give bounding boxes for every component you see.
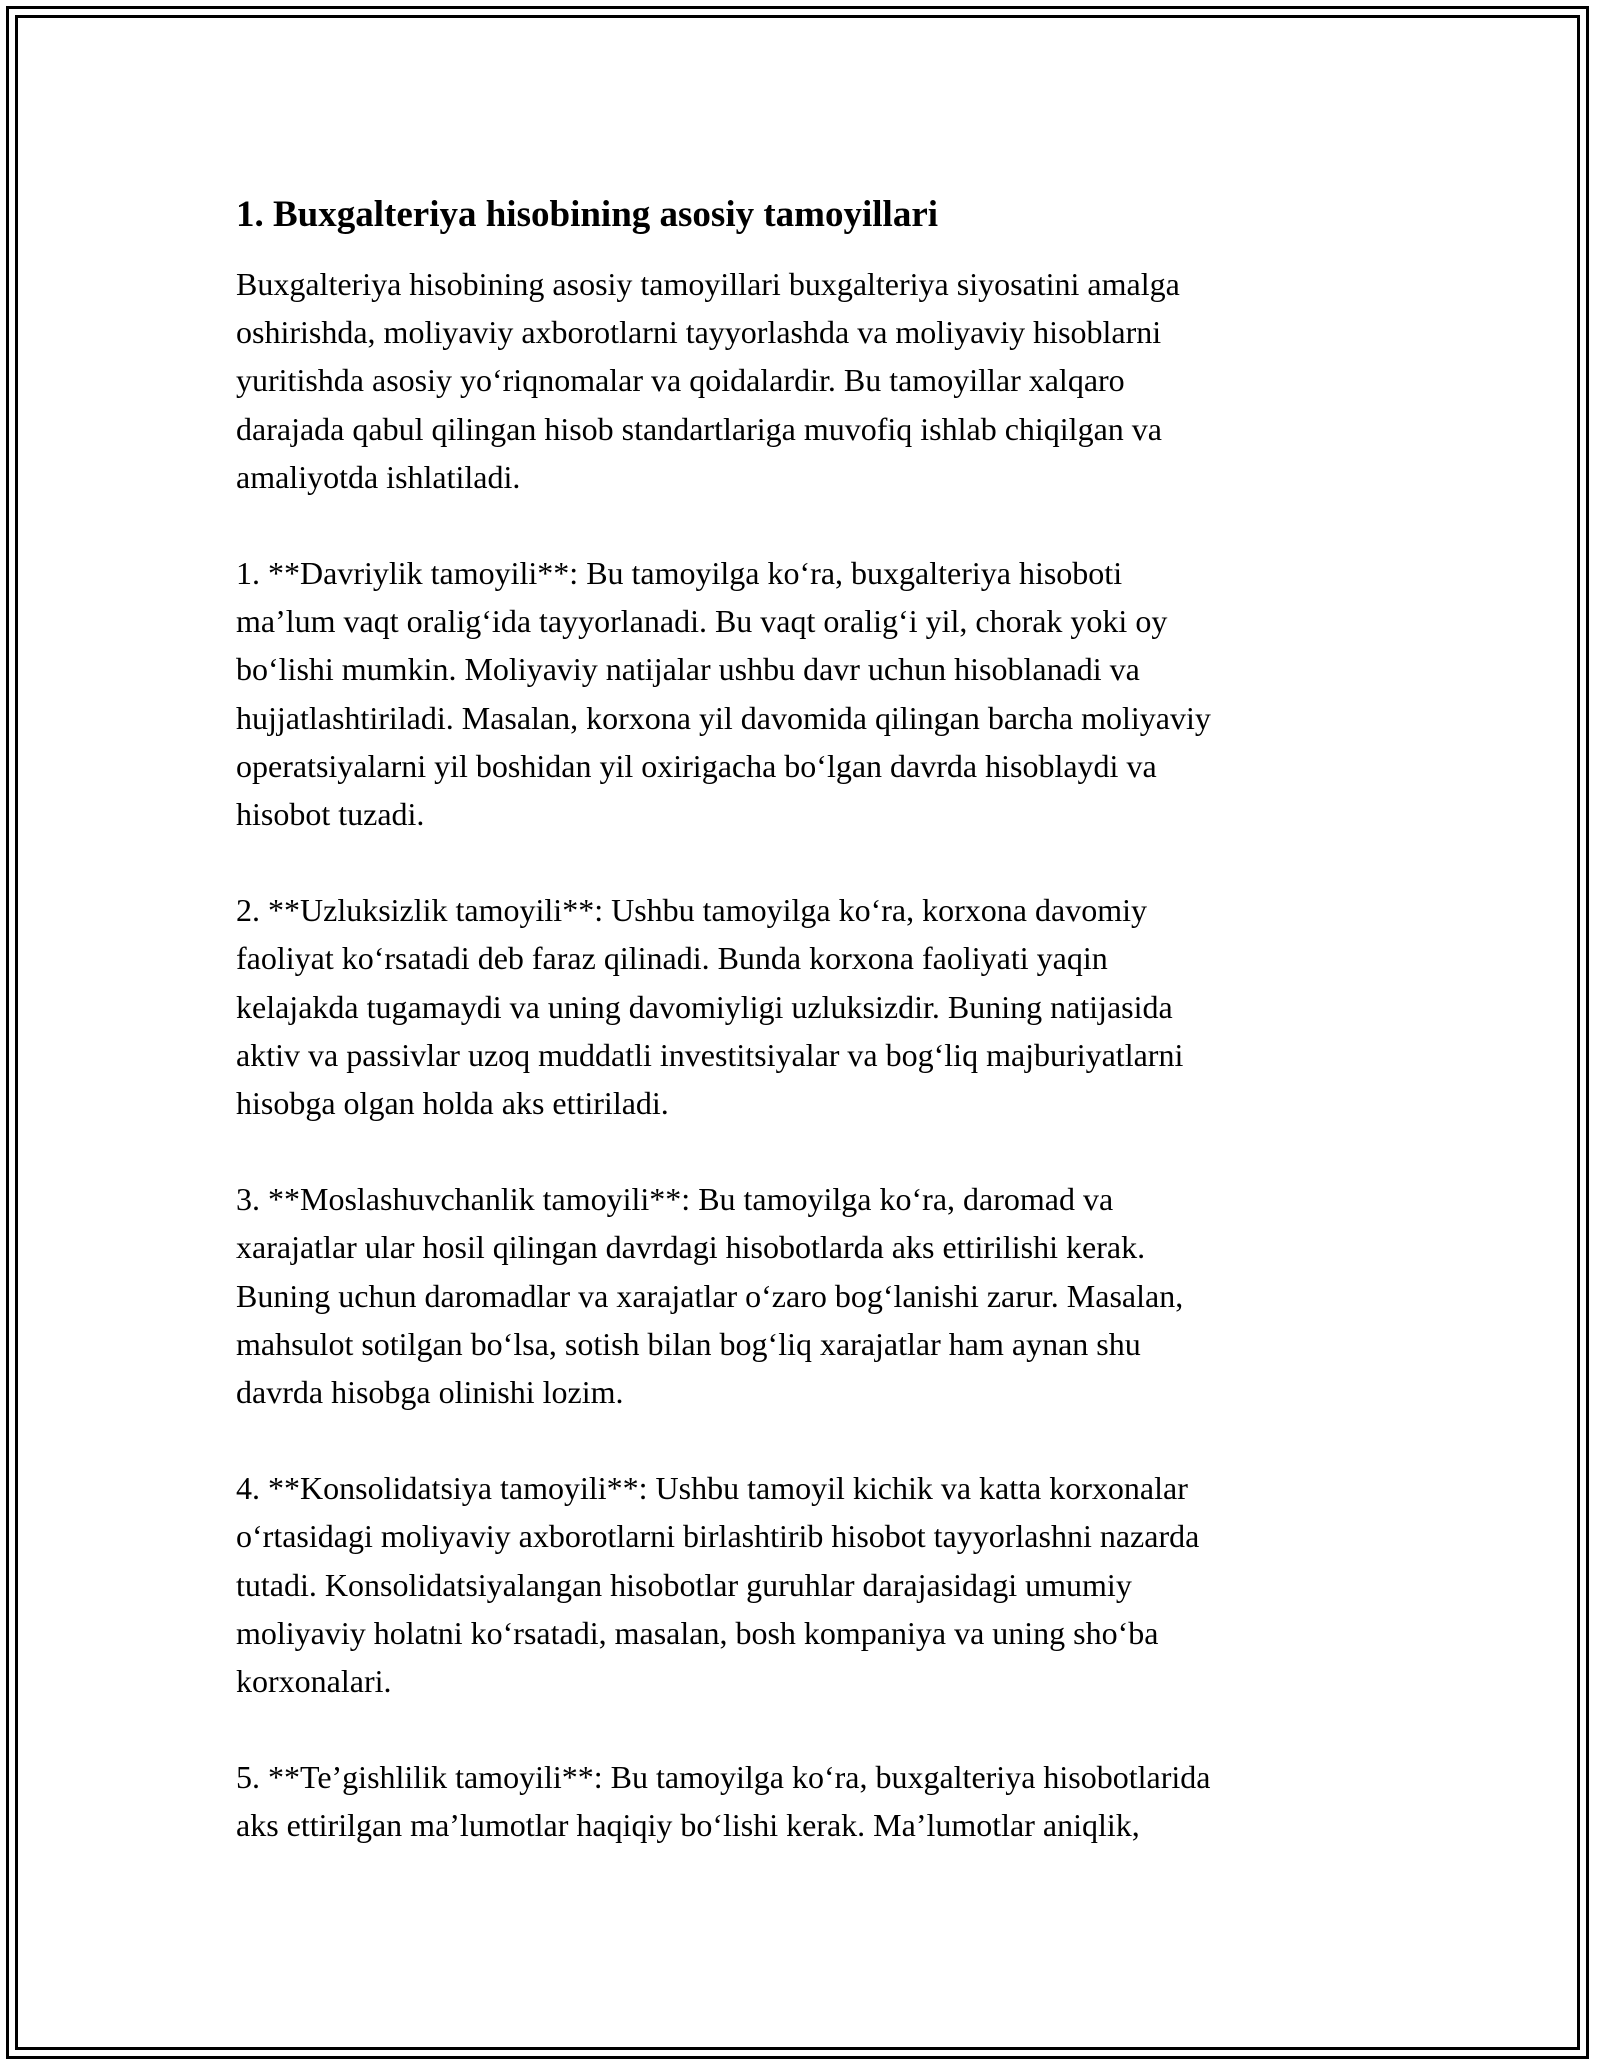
principle-paragraph-5: 5. **Te’gishlilik tamoyili**: Bu tamoyilga ko‘ra, buxgalteriya hisobotlarida aks ettirilgan ma’lumotlar haqiqiy bo‘lishi kerak. Ma’lumotlar aniqlik, bbox=[236, 1759, 1211, 1844]
principle-paragraph-2: 2. **Uzluksizlik tamoyili**: Ushbu tamoyilga ko‘ra, korxona davomiy faoliyat ko‘rsatadi deb faraz qilinadi. Bunda korxona faoliyati yaqin kelajakda tugamaydi va uning davomiyligi uzluksizdir. Buning natijasida aktiv va passivlar uzoq muddatli investitsiyalar va bog‘liq majburiyatlarni hisobga olgan holda aks ettiriladi. bbox=[236, 892, 1184, 1122]
principle-paragraph-3: 3. **Moslashuvchanlik tamoyili**: Bu tamoyilga ko‘ra, daromad va xarajatlar ular hosil qilingan davrdagi hisobotlarda aks ettirilishi kerak. Buning uchun daromadlar va xarajatlar o‘zaro bog‘lanishi zarur. Masalan, mahsulot sotilgan bo‘lsa, sotish bilan bog‘liq xarajatlar ham aynan shu davrda hisobga olinishi lozim. bbox=[236, 1181, 1184, 1411]
principle-paragraph-1: 1. **Davriylik tamoyili**: Bu tamoyilga ko‘ra, buxgalteriya hisoboti ma’lum vaqt oralig‘ida tayyorlanadi. Bu vaqt oralig‘i yil, chorak yoki oy bo‘lishi mumkin. Moliyaviy natijalar ushbu davr uchun hisoblanadi va hujjatlashtiriladi. Masalan, korxona yil davomida qilingan barcha moliyaviy operatsiyalarni yil boshidan yil oxirigacha bo‘lgan davrda hisoblaydi va hisobot tuzadi. bbox=[236, 555, 1211, 833]
principle-paragraph-4: 4. **Konsolidatsiya tamoyili**: Ushbu tamoyil kichik va katta korxonalar o‘rtasidagi moliyaviy axborotlarni birlashtirib hisobot tayyorlashni nazarda tutadi. Konsolidatsiyalangan hisobotlar guruhlar darajasidagi umumiy moliyaviy holatni ko‘rsatadi, masalan, bosh kompaniya va uning sho‘ba korxonalari. bbox=[236, 1470, 1200, 1700]
intro-paragraph: Buxgalteriya hisobining asosiy tamoyillari buxgalteriya siyosatini amalga oshirishda, moliyaviy axborotlarni tayyorlashda va moliyaviy hisoblarni yuritishda asosiy yo‘riqnomalar va qoidalardir. Bu tamoyillar xalqaro darajada qabul qilingan hisob standartlariga muvofiq ishlab chiqilgan va amaliyotda ishlatiladi. bbox=[236, 266, 1180, 495]
document-body bbox=[236, 188, 1366, 1850]
document-title: 1. Buxgalteriya hisobining asosiy tamoyillari bbox=[236, 194, 939, 235]
